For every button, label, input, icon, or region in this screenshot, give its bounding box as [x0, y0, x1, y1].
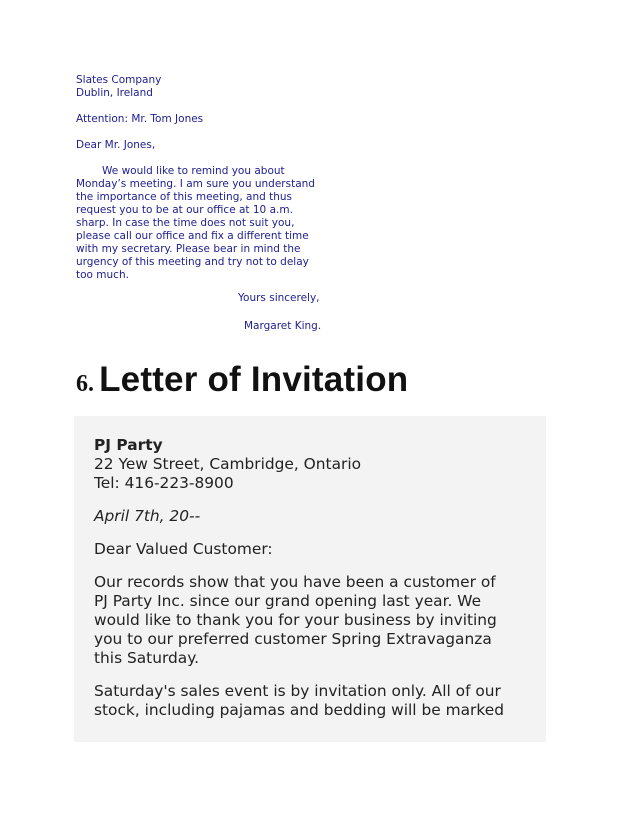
invite-para1-line: Our records show that you have been a customer of — [94, 573, 496, 591]
letter-body-line: sharp. In case the time does not suit you, — [76, 217, 295, 229]
attention-line: Attention: Mr. Tom Jones — [76, 113, 204, 125]
letter-body — [76, 165, 326, 282]
letter-body-line: We would like to remind you about — [102, 165, 285, 177]
letter-body-line: the importance of this meeting, and thus — [76, 191, 293, 203]
letter-body-line: with my secretary. Please bear in mind the — [76, 243, 301, 255]
invite-date: April 7th, 20-- — [94, 507, 201, 525]
section-title: Letter of Invitation — [99, 360, 409, 399]
invite-para1-line: this Saturday. — [94, 649, 200, 667]
section-number: 6. — [76, 371, 94, 397]
sender-location: Dublin, Ireland — [76, 87, 153, 99]
sender-company: Slates Company — [76, 74, 162, 86]
invite-para1-line: you to our preferred customer Spring Extravaganza — [94, 630, 492, 648]
letter-body-line: too much. — [76, 269, 129, 281]
invite-paragraph-1 — [94, 573, 524, 668]
invitation-letter-box — [74, 416, 546, 742]
letter-signature: Margaret King. — [244, 320, 322, 332]
invite-paragraph-2 — [94, 682, 524, 720]
letter-body-line: request you to be at our office at 10 a.m. — [76, 204, 293, 216]
letter-closing: Yours sincerely, — [238, 292, 320, 304]
invite-para1-line: PJ Party Inc. since our grand opening last year. We — [94, 592, 482, 610]
section-heading — [76, 360, 408, 400]
invite-greeting: Dear Valued Customer: — [94, 540, 273, 558]
letter-body-line: urgency of this meeting and try not to delay — [76, 256, 309, 268]
reminder-letter — [76, 74, 326, 282]
salutation: Dear Mr. Jones, — [76, 139, 156, 151]
invite-para2-line: stock, including pajamas and bedding will be marked — [94, 701, 504, 719]
invite-company-name: PJ Party — [94, 436, 163, 454]
letter-body-line: Monday’s meeting. I am sure you understand — [76, 178, 315, 190]
invite-phone: Tel: 416-223-8900 — [94, 474, 234, 492]
letter-body-line: please call our office and fix a different time — [76, 230, 309, 242]
invite-address: 22 Yew Street, Cambridge, Ontario — [94, 455, 362, 473]
invite-para1-line: would like to thank you for your business by inviting — [94, 611, 497, 629]
invite-para2-line: Saturday's sales event is by invitation only. All of our — [94, 682, 501, 700]
